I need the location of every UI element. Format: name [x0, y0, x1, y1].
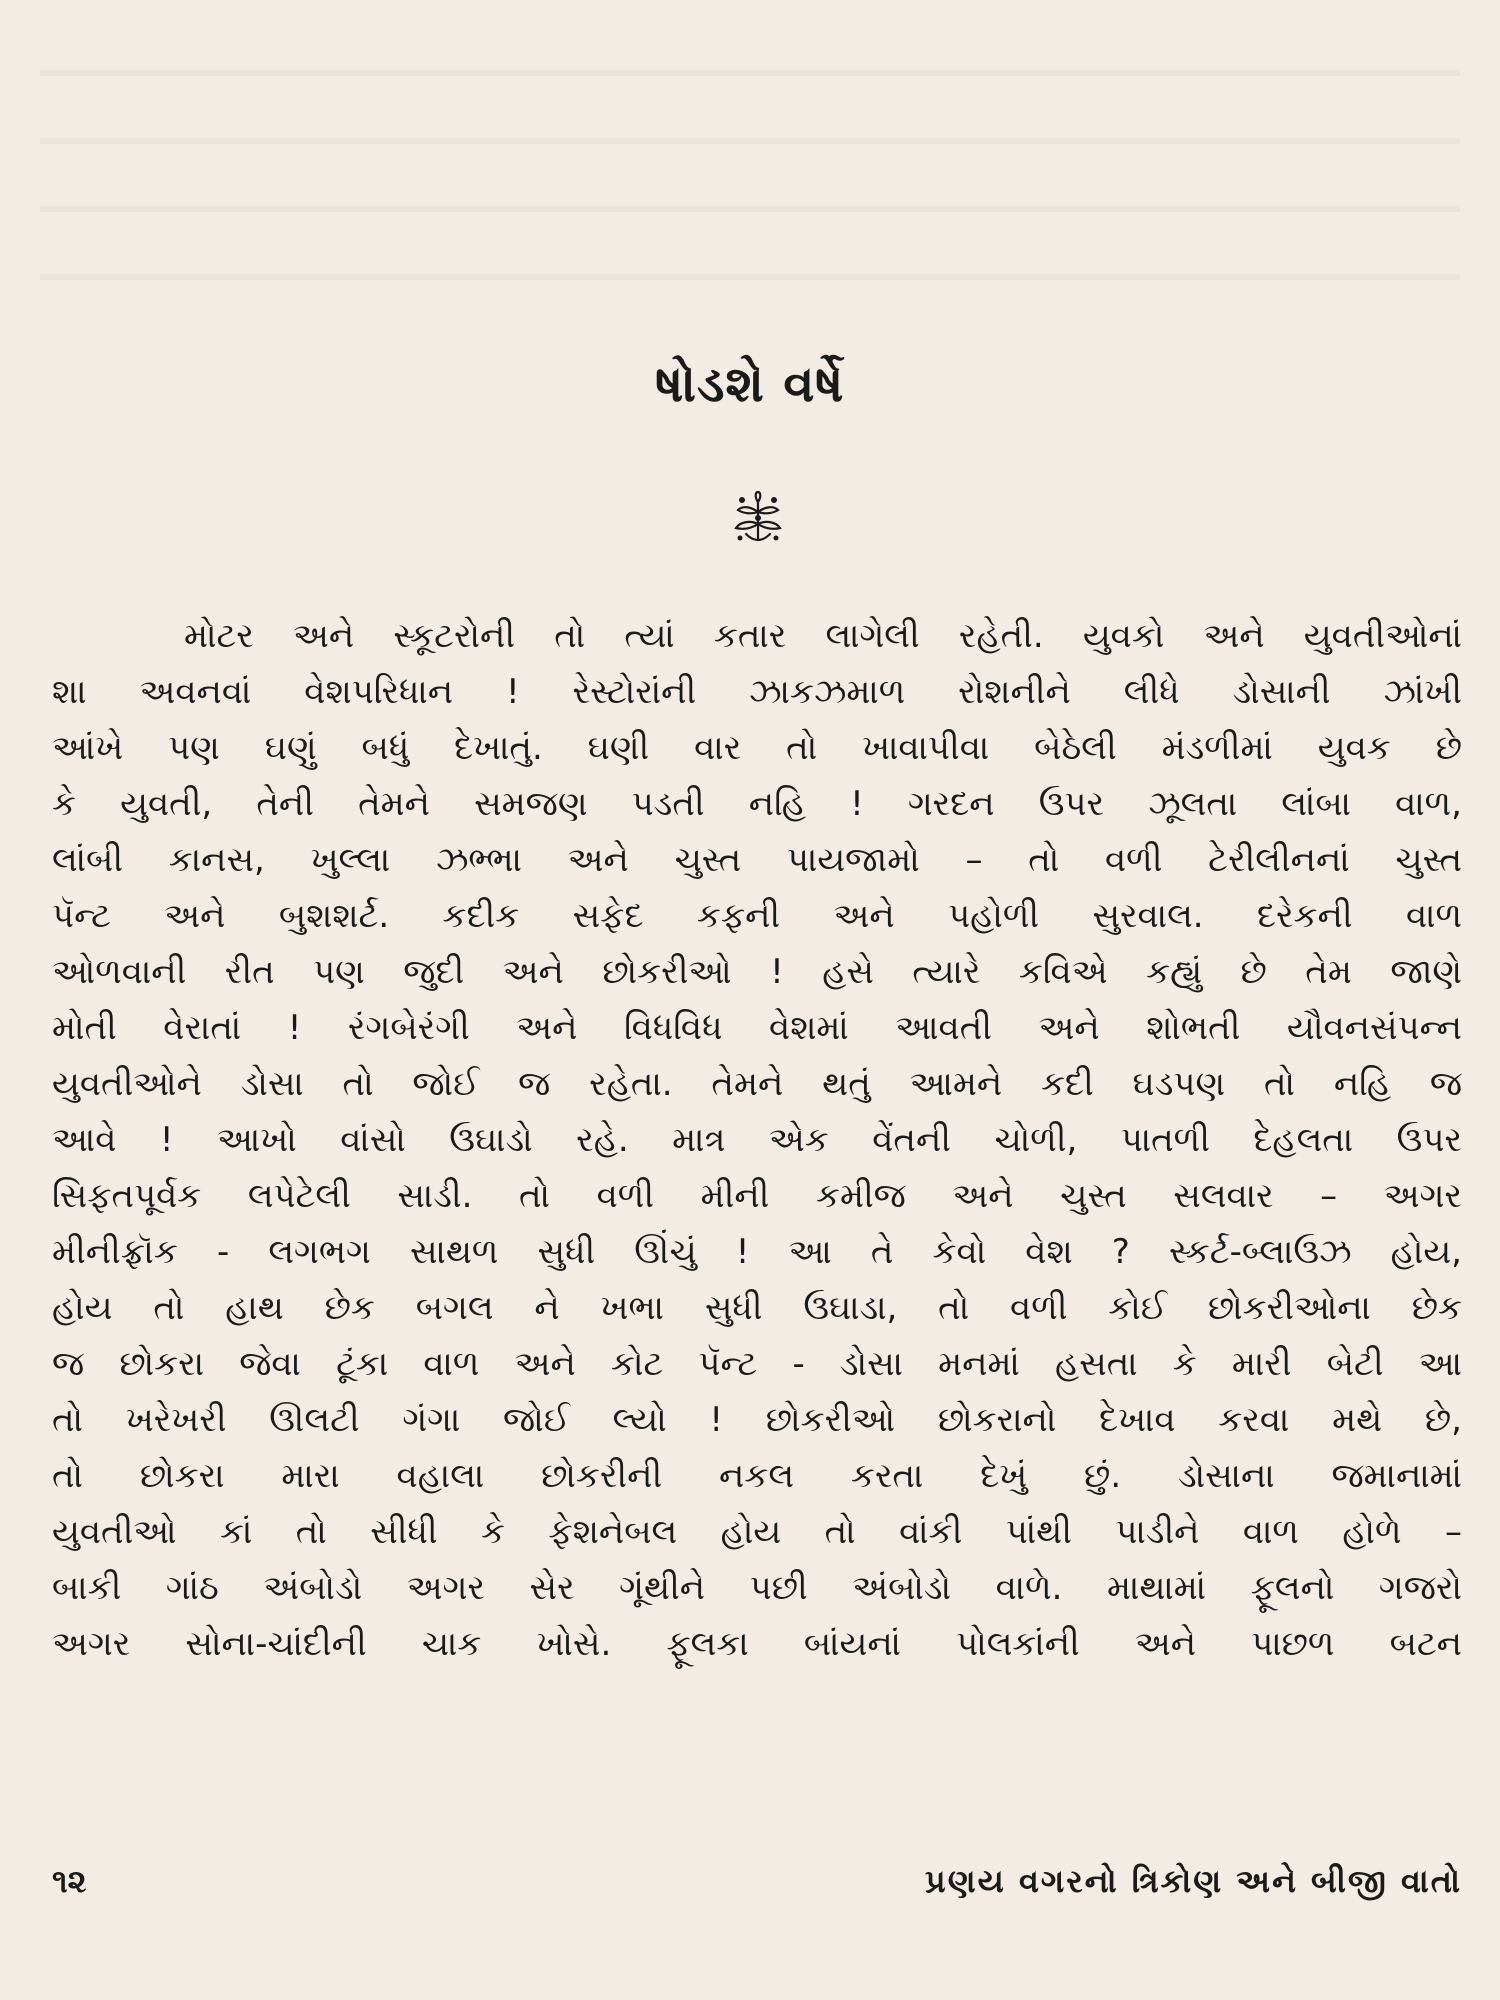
text-line: લાંબી કાનસ, ખુલ્લા ઝભ્ભા અને ચુસ્ત પાયજામો – તો વળી ટેરીલીનનાં ચુસ્ત	[52, 840, 1462, 880]
page-number: ૧૨	[52, 1862, 87, 1900]
text-line: શા અવનવાં વેશપરિધાન ! રેસ્ટોરાંની ઝાકઝમાળ રોશનીને લીધે ડોસાની ઝાંખી	[52, 672, 1462, 712]
text-line: બાકી ગાંઠ અંબોડો અગર સેર ગૂંથીને પછી અંબોડો વાળે. માથામાં ફૂલનો ગજરો	[52, 1568, 1462, 1608]
text-line: હોય તો હાથ છેક બગલ ને ખભા સુધી ઉઘાડા, તો વળી કોઈ છોકરીઓના છેક	[52, 1288, 1462, 1328]
paragraph	[52, 608, 1462, 1672]
text-line: સિફતપૂર્વક લપેટેલી સાડી. તો વળી મીની કમીજ અને ચુસ્ત સલવાર – અગર	[52, 1176, 1462, 1216]
text-line: ઓળવાની રીત પણ જુદી અને છોકરીઓ ! હસે ત્યારે કવિએ કહ્યું છે તેમ જાણે	[52, 952, 1462, 992]
text-line: પૅન્ટ અને બુશશર્ટ. કદીક સફેદ કફની અને પહોળી સુરવાલ. દરેકની વાળ	[52, 896, 1462, 936]
text-line: યુવતીઓ કાં તો સીધી કે ફેશનેબલ હોય તો વાંકી પાંથી પાડીને વાળ હોળે –	[52, 1512, 1462, 1552]
chapter-title: ષોડશે વર્ષે	[655, 355, 845, 413]
text-line: મીનીફ્રૉક - લગભગ સાથળ સુધી ઊંચું ! આ તે કેવો વેશ ? સ્કર્ટ-બ્લાઉઝ હોય,	[52, 1232, 1462, 1272]
floral-ornament-icon	[728, 488, 788, 548]
text-line: તો ખરેખરી ઊલટી ગંગા જોઈ લ્યો ! છોકરીઓ છોકરાનો દેખાવ કરવા મથે છે,	[52, 1400, 1462, 1440]
text-line: યુવતીઓને ડોસા તો જોઈ જ રહેતા. તેમને થતું આમને કદી ઘડપણ તો નહિ જ	[52, 1064, 1462, 1104]
text-line: કે યુવતી, તેની તેમને સમજણ પડતી નહિ ! ગરદન ઉપર ઝૂલતા લાંબા વાળ,	[52, 784, 1462, 824]
text-line: અગર સોના-ચાંદીની ચાક ખોસે. ફૂલકા બાંયનાં પોલકાંની અને પાછળ બટન	[52, 1624, 1462, 1664]
text-line: મોતી વેરાતાં ! રંગબેરંગી અને વિધવિધ વેશમાં આવતી અને શોભતી યૌવનસંપન્ન	[52, 1008, 1462, 1048]
show-through-text	[40, 20, 1460, 320]
text-line: તો છોકરા મારા વહાલા છોકરીની નકલ કરતા દેખું છું. ડોસાના જમાનામાં	[52, 1456, 1462, 1496]
text-line: આંખે પણ ઘણું બધું દેખાતું. ઘણી વાર તો ખાવાપીવા બેઠેલી મંડળીમાં યુવક છે	[52, 728, 1462, 768]
page-footer	[52, 1862, 1462, 1918]
text-line: મોટર અને સ્કૂટરોની તો ત્યાં કતાર લાગેલી રહેતી. યુવકો અને યુવતીઓનાં	[184, 616, 1462, 656]
text-line: આવે ! આખો વાંસો ઉઘાડો રહે. માત્ર એક વેંતની ચોળી, પાતળી દેહલતા ઉપર	[52, 1120, 1462, 1160]
running-book-title: પ્રણય વગરનો ત્રિકોણ અને બીજી વાતો	[924, 1862, 1462, 1900]
text-line: જ છોકરા જેવા ટૂંકા વાળ અને કોટ પૅન્ટ - ડોસા મનમાં હસતા કે મારી બેટી આ	[52, 1344, 1462, 1384]
